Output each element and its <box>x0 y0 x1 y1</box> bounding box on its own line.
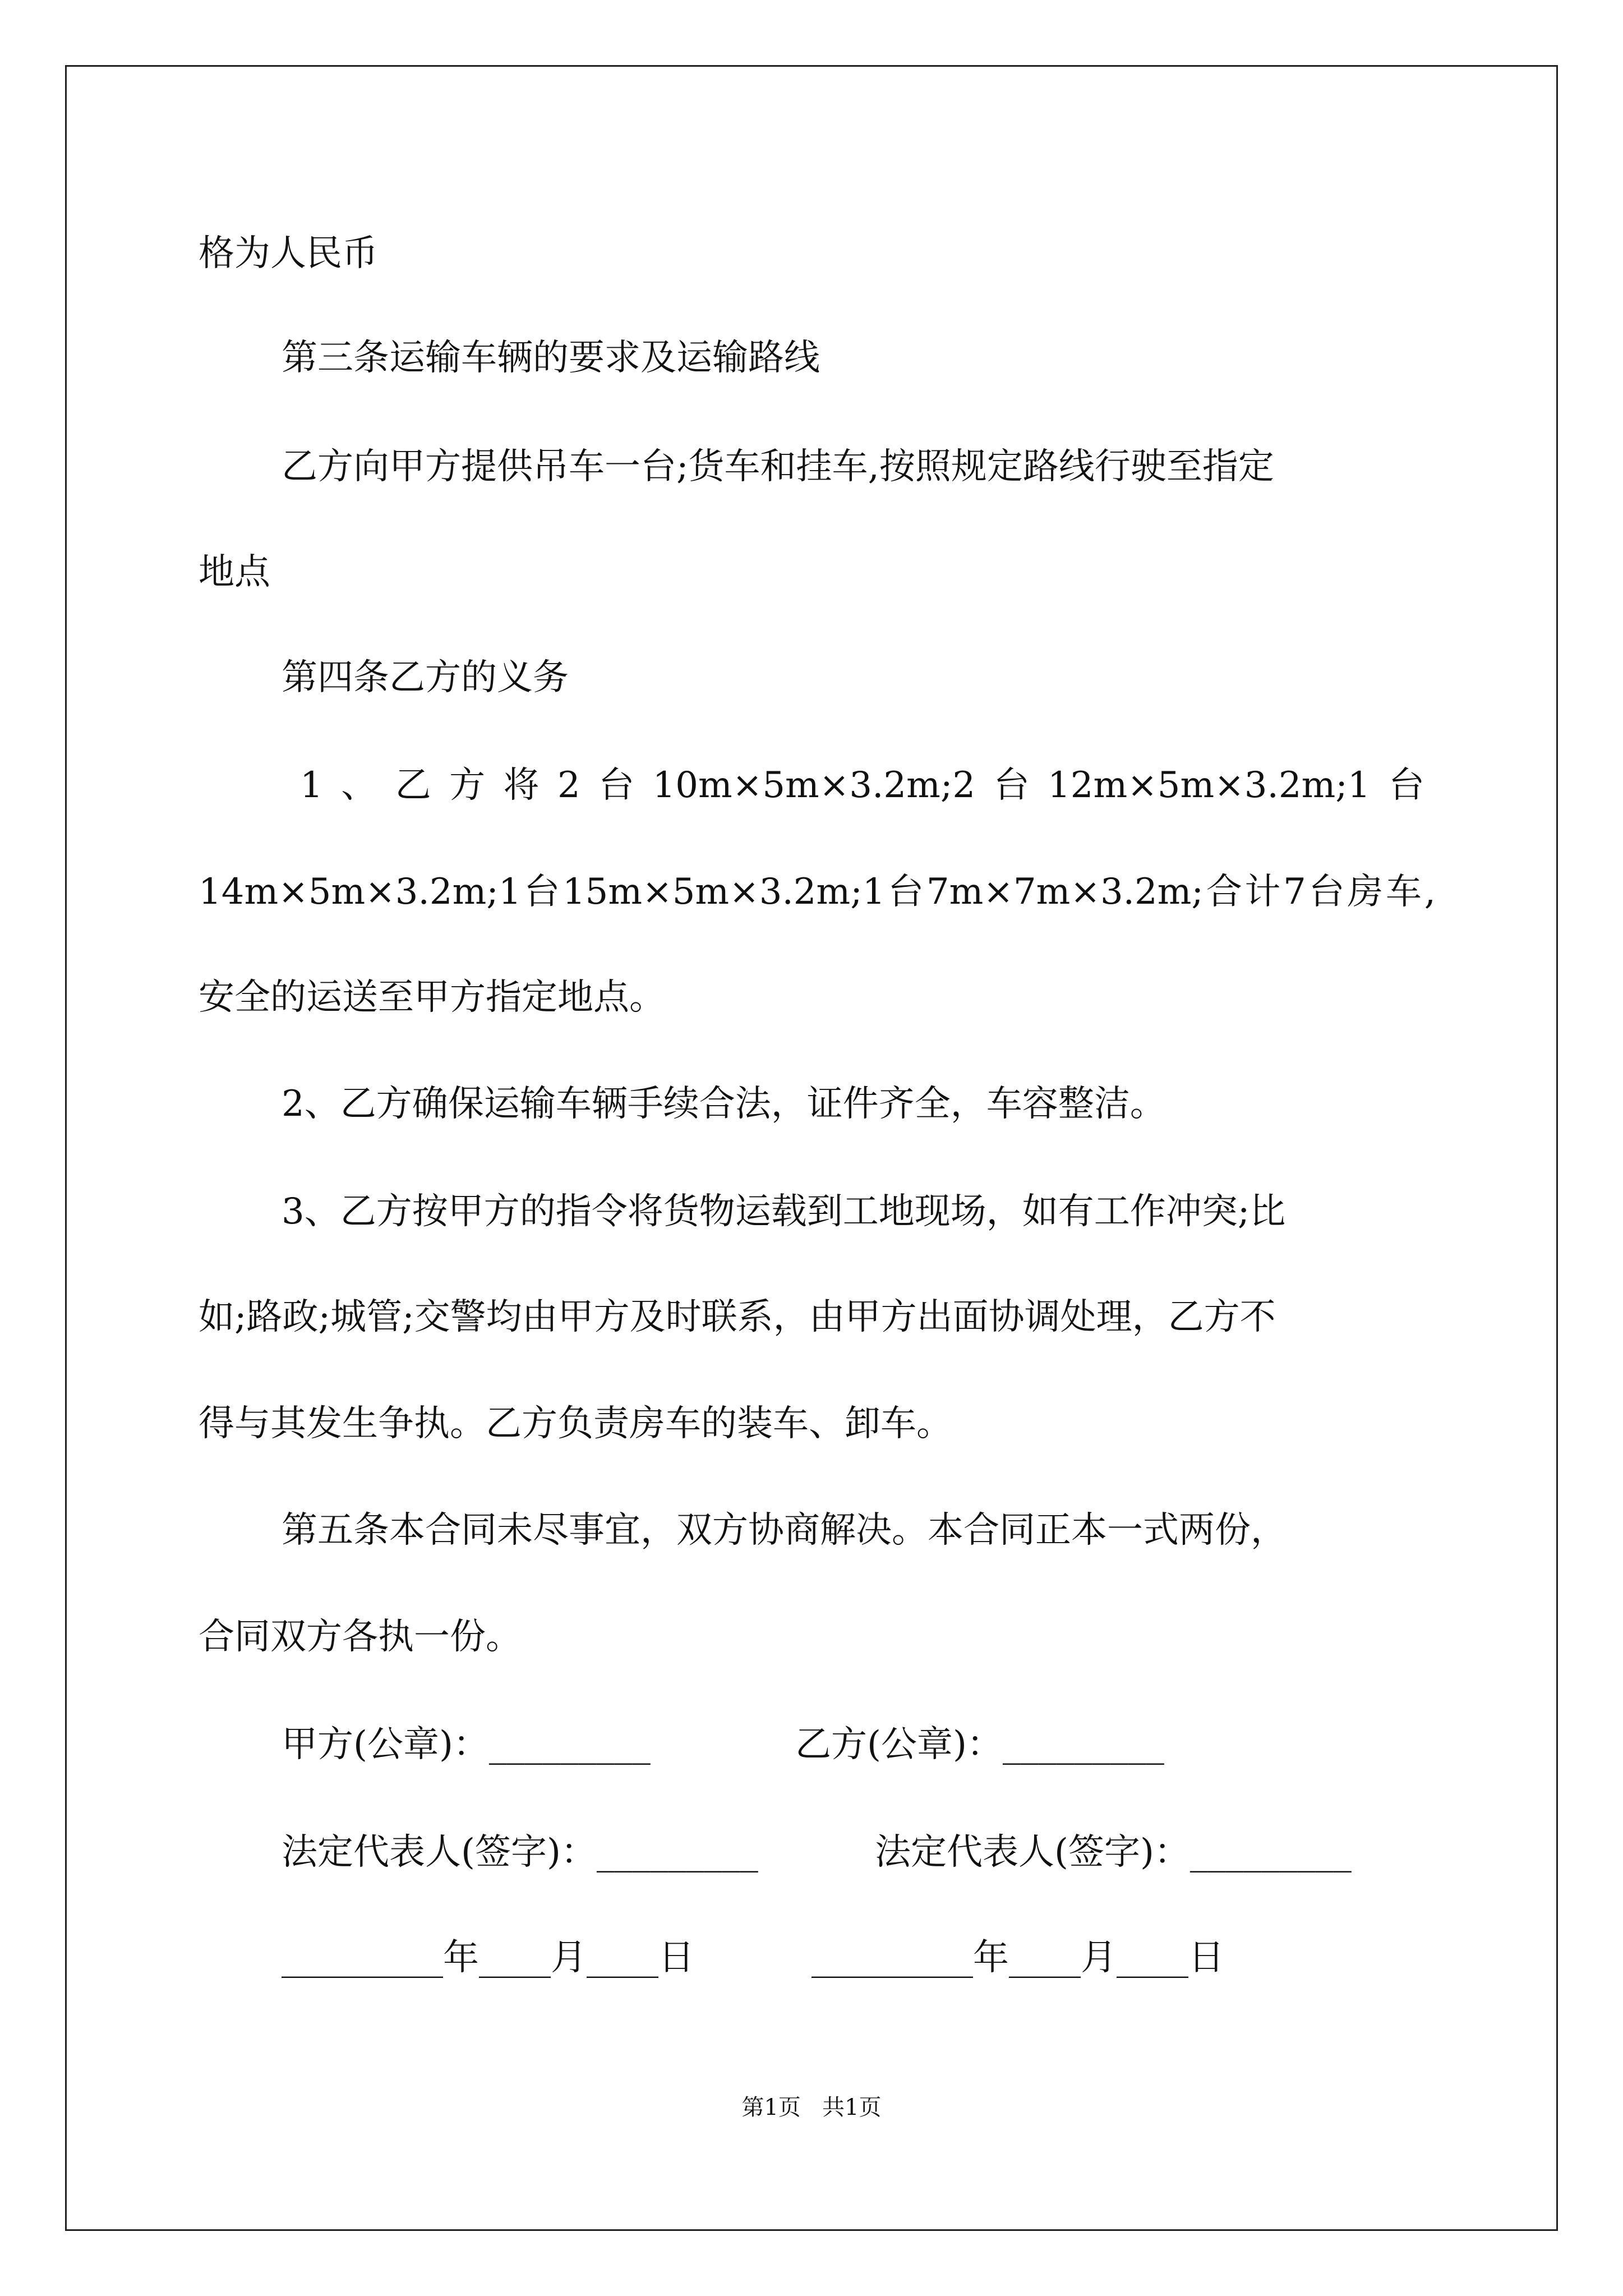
text-line-4: 地点 <box>199 551 270 593</box>
text-line-8: 安全的运送至甲方指定地点。 <box>199 977 665 1018</box>
article-4-heading: 第四条乙方的义务 <box>282 657 569 698</box>
text-line-1: 格为人民币 <box>199 233 378 274</box>
text-line-7: 14m×5m×3.2m;1台15m×5m×3.2m;1台7m×7m×3.2m;合计7台房车, <box>199 871 1436 913</box>
date-a-field: _________年____月____日 <box>282 1937 694 1978</box>
text-line-3: 乙方向甲方提供吊车一台;货车和挂车,按照规定路线行驶至指定 <box>282 446 1274 487</box>
text-line-14: 合同双方各执一份。 <box>199 1616 522 1658</box>
page-number-footer: 第1页 共1页 <box>741 2095 882 2120</box>
party-b-rep-field: 法定代表人(签字)：_________ <box>875 1832 1352 1873</box>
date-b-field: _________年____月____日 <box>811 1937 1224 1978</box>
page-frame <box>65 65 1558 2231</box>
party-b-seal-field: 乙方(公章)：_________ <box>795 1724 1164 1765</box>
text-line-9: 2、乙方确保运输车辆手续合法，证件齐全，车容整洁。 <box>282 1083 1166 1125</box>
text-line-10: 3、乙方按甲方的指令将货物运载到工地现场，如有工作冲突;比 <box>282 1191 1286 1232</box>
article-3-heading: 第三条运输车辆的要求及运输路线 <box>282 337 820 379</box>
party-a-seal-field: 甲方(公章)：_________ <box>282 1724 651 1765</box>
article-5-text: 第五条本合同未尽事宜，双方协商解决。本合同正本一式两份， <box>282 1510 1287 1551</box>
party-a-rep-field: 法定代表人(签字)：_________ <box>282 1832 758 1873</box>
text-line-6: 1、乙方将2台10m×5m×3.2m;2台12m×5m×3.2m;1台 <box>300 765 1424 806</box>
text-line-11: 如;路政;城管;交警均由甲方及时联系，由甲方出面协调处理，乙方不 <box>199 1296 1276 1338</box>
text-line-12: 得与其发生争执。乙方负责房车的装车、卸车。 <box>199 1403 952 1444</box>
